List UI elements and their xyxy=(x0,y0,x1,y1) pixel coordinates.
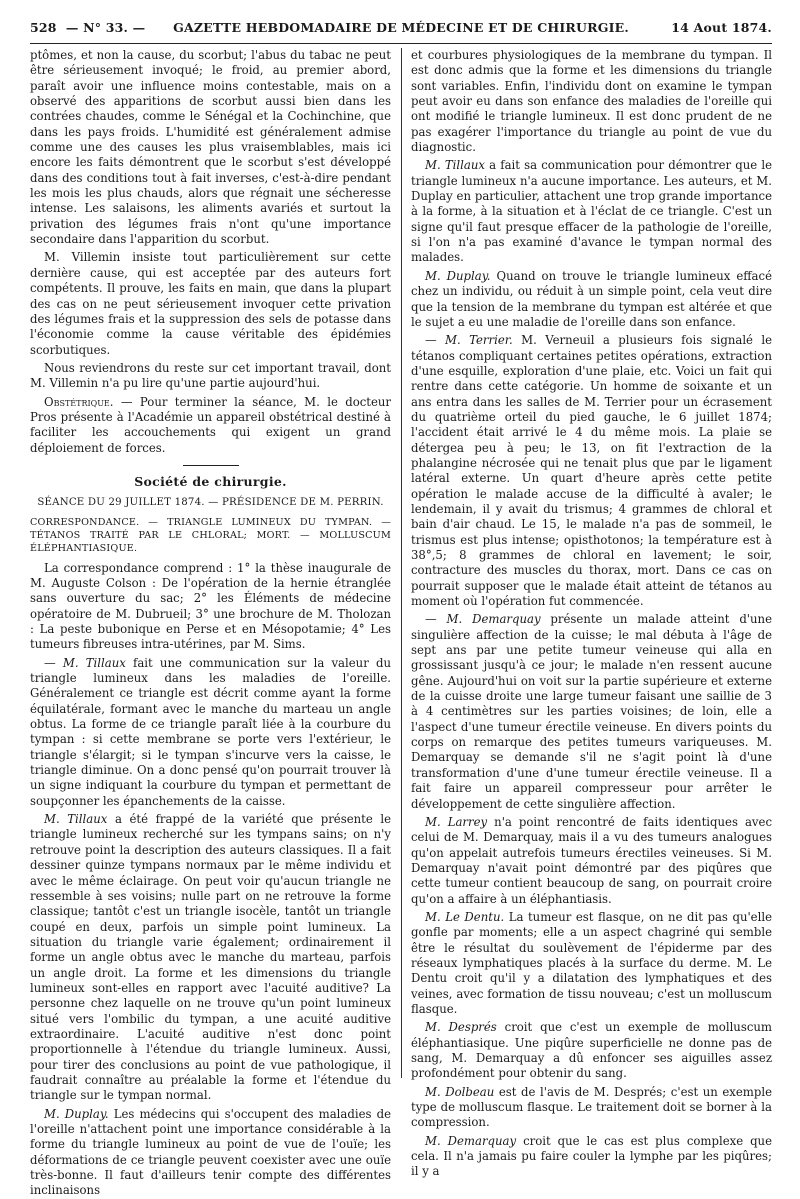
paragraph: M. Duplay. Les médecins qui s'occupent des maladies de l'oreille n'attachent point une importance considérable à la forme du triangle lumineux au point de vue de l'ouïe; les déformations de ce triangle peuvent coexister avec une ouïe très-bonne. Il faut d'ailleurs tenir compte des différentes inclinaisons xyxy=(30,1106,392,1198)
speaker-name: M. Tillaux xyxy=(425,158,485,173)
journal-title: GAZETTE HEBDOMADAIRE DE MÉDECINE ET DE CHIRURGIE. xyxy=(173,20,629,35)
paragraph: — M. Tillaux fait une communication sur la valeur du triangle lumineux dans les maladies de l'oreille. Généralement ce triangle est décrit comme ayant la forme équilatérale, formant avec le manche du marteau un angle obtus. La forme de ce triangle paraît liée à la courbure du tympan : si cette membrane se porte vers l'extérieur, le triangle s'élargit; si le tympan s'incurve vers la caisse, le triangle diminue. On a donc pensé qu'on pourrait trouver là un signe indiquant la courbure du tympan et permettant de soupçonner les épanchements de la caisse. xyxy=(30,655,391,808)
paragraph: Obstétrique. — Pour terminer la séance, M. le docteur Pros présente à l'Académie un appareil obstétrical destiné à faciliter les accouchements qui exigent un grand déploiement de forces. xyxy=(30,394,391,455)
issue-date: 14 Aout 1874. xyxy=(671,20,772,35)
column-divider xyxy=(401,48,402,1078)
paragraph: M. Larrey n'a point rencontré de faits identiques avec celui de M. Demarquay, mais il a vu des tumeurs analogues qu'on appelait autrefois tumeurs érectiles veineuses. Si M. Demarquay n'avait point démontré par des piqûres que cette tumeur contient beaucoup de sang, on pourrait croire qu'on a affaire à un éléphantiasis. xyxy=(411,814,773,906)
paragraph: et courbures physiologiques de la membrane du tympan. Il est donc admis que la forme et les dimensions du triangle sont variables. Enfin, l'individu dont on examine le tympan peut avoir eu dans son enfance des maladies de l'oreille qui ont modifié le triangle lumineux. Il est donc prudent de ne pas exagérer l'importance du triangle au point de vue du diagnostic. xyxy=(411,48,772,155)
speaker-name: M. Duplay. xyxy=(44,1106,109,1121)
paragraph: M. Le Dentu. La tumeur est flasque, on ne dit pas qu'elle gonfle par moments; elle a un aspect chagriné qui semble être le résultat du soulèvement de l'épiderme par des réseaux lymphatiques placés à la surface du derme. M. Le Dentu croit qu'il y a dilatation des lymphatiques et des veines, avec formation de tissu nouveau; c'est un molluscum flasque. xyxy=(411,909,772,1016)
paragraph: — M. Terrier. M. Verneuil a plusieurs fois signalé le tétanos compliquant certaines petites opérations, extraction d'une esquille, exploration d'une plaie, etc. Voici un fait qui rentre dans cette catégorie. Un homme de soixante et un ans entra dans les salles de M. Terrier pour un écrasement du quatrième orteil du pied gauche, le 6 juillet 1874; l'accident était arrivé le 4 du même mois. La plaie se détergea peu à peu; le 13, on fit l'extraction de la phalangine nécrosée qui ne tenait plus que par le ligament latéral externe. Un quart d'heure après cette petite opération le malade accuse de la difficulté à avaler; le lendemain, il y avait du trismus; 4 grammes de chloral et bain d'air chaud. Le 15, le malade n'a pas de sommeil, le trismus est plus intense; opisthotonos; la température est à 38°,5; 8 grammes de chloral en lavement; le soir, contracture des muscles du thorax, mort. Dans ce cas on pourrait supposer que le malade était atteint de tétanos au moment où l'opération fut commencée. xyxy=(411,333,773,609)
section-label: Obstétrique. xyxy=(44,394,114,409)
header-rule xyxy=(30,43,772,44)
section-heading: Société de chirurgie. xyxy=(134,473,287,489)
speaker-name: — M. Terrier. xyxy=(425,333,513,348)
speaker-name: M. Dolbeau xyxy=(425,1084,495,1099)
speaker-name: — M. Demarquay xyxy=(425,612,541,627)
paragraph: M. Dolbeau est de l'avis de M. Després; c'est un exemple type de molluscum flasque. Le traitement doit se borner à la compression. xyxy=(411,1084,773,1130)
paragraph: Nous reviendrons du reste sur cet important travail, dont M. Villemin n'a pu lire qu'une partie aujourd'hui. xyxy=(30,360,391,391)
paragraph: M. Villemin insiste tout particulièrement sur cette dernière cause, qui est acceptée par des auteurs fort compétents. Il prouve, les faits en main, que dans la plupart des cas on ne peut sérieusement invoquer cette privation des légumes frais et la suppression des sels de potasse dans l'économie comme la cause véritable des épidémies scorbutiques. xyxy=(30,250,391,357)
speaker-name: M. Després xyxy=(425,1020,497,1035)
session-line: SÉANCE DU 29 JUILLET 1874. — PRÉSIDENCE DE M. PERRIN. xyxy=(37,497,384,509)
paragraph: M. Tillaux a fait sa communication pour démontrer que le triangle lumineux n'a aucune importance. Les auteurs, et M. Duplay en particulier, attachent une trop grande importance à la forme, à la situation et à l'éclat de ce triangle. C'est un signe qu'il faut presque effacer de la pathologie de l'oreille, si l'on n'a pas examiné d'avance le tympan normal des malades. xyxy=(411,158,773,265)
paragraph: M. Duplay. Quand on trouve le triangle lumineux effacé chez un individu, ou réduit à un simple point, cela veut dire que la tension de la membrane du tympan est altérée et que le sujet a eu une maladie de l'oreille dans son enfance. xyxy=(411,268,772,329)
section-divider xyxy=(183,465,239,466)
left-column xyxy=(30,48,392,1198)
paragraph: — M. Demarquay présente un malade atteint d'une singulière affection de la cuisse; le mal débuta à l'âge de sept ans par une petite tumeur veineuse qui alla en grossissant jusqu'à ce jour; le malade n'en ressent aucune gêne. Aujourd'hui on voit sur la partie supérieure et externe de la cuisse droite une large tumeur faisant une saillie de 3 à 4 centimètres sur les parties voisines; de loin, elle a l'aspect d'une tumeur érectile veineuse. En divers points du corps on remarque des petites tumeurs variqueuses. M. Demarquay se demande s'il ne s'agit point là d'une transformation d'une d'une tumeur érectile veineuse. Il a fait faire un appareil compresseur pour arrêter le développement de cette singulière affection. xyxy=(411,612,772,811)
paragraph: La correspondance comprend : 1° la thèse inaugurale de M. Auguste Colson : De l'opération de la hernie étranglée sans ouverture du sac; 2° les Éléments de médecine opératoire de M. Dubrueil; 3° une brochure de M. Tholozan : La peste bubonique en Perse et en Mésopotamie; 4° Les tumeurs fibreuses intra-utérines, par M. Sims. xyxy=(30,560,391,652)
speaker-name: M. Le Dentu. xyxy=(425,909,505,924)
speaker-name: M. Duplay. xyxy=(425,268,491,283)
speaker-name: M. Larrey xyxy=(425,814,488,829)
speaker-name: — M. Tillaux xyxy=(44,655,126,670)
right-column xyxy=(411,48,773,1179)
newspaper-page xyxy=(30,0,773,1198)
contents-summary: CORRESPONDANCE. — TRIANGLE LUMINEUX DU TYMPAN. — TÉTANOS TRAITÉ PAR LE CHLORAL; MORT. — MOLLUSCUM ÉLÉPHANTIASIQUE. xyxy=(30,516,391,554)
speaker-name: M. Tillaux xyxy=(44,812,108,827)
speaker-name: M. Demarquay xyxy=(425,1133,517,1148)
page-header xyxy=(30,20,772,40)
paragraph: ptômes, et non la cause, du scorbut; l'abus du tabac ne peut être sérieusement invoqué; le froid, au premier abord, paraît avoir une influence moins contestable, mais on a observé des apparitions de scorbut aussi bien dans les contrées chaudes, comme le Sénégal et la Cochinchine, que dans les pays froids. L'humidité est généralement admise comme une des causes les plus vraisemblables, mais ici encore les faits démontrent que le scorbut s'est développé dans des conditions tout à fait inverses, c'est-à-dire pendant les mois les plus chauds, alors que régnait une sécheresse intense. Les salaisons, les aliments avariés et surtout la privation des légumes frais n'ont qu'une importance secondaire dans l'apparition du scorbut. xyxy=(30,48,391,247)
paragraph: M. Tillaux a été frappé de la variété que présente le triangle lumineux recherché sur les tympans sains; on n'y retrouve point la description des auteurs classiques. Il a fait dessiner quinze tympans normaux par le même individu et avec le même éclairage. On peut voir qu'aucun triangle ne ressemble à ses voisins; nulle part on ne retrouve la forme classique; tantôt c'est un triangle isocèle, tantôt un triangle coupé en deux, parfois un simple point lumineux. La situation du triangle varie également; ordinairement il forme un angle obtus avec le manche du marteau, parfois un angle droit. La forme et les dimensions du triangle lumineux sont-elles en rapport avec l'acuité auditive? La personne chez laquelle on ne trouve qu'un point lumineux situé vers l'ombilic du tympan, a une acuité auditive extraordinaire. L'acuité auditive n'est donc point proportionnelle à l'étendue du triangle lumineux. Aussi, pour tirer des conclusions au point de vue pathologique, il faudrait connaître au préalable la forme et l'étendue du triangle sur le tympan normal. xyxy=(30,812,391,1103)
page-number-issue: 528 — N° 33. — xyxy=(30,20,146,35)
paragraph: M. Després croit que c'est un exemple de molluscum éléphantiasique. Une piqûre superficielle ne donne pas de sang, M. Demarquay a dû enfoncer ses aiguilles assez profondément pour obtenir du sang. xyxy=(411,1020,772,1081)
paragraph: M. Demarquay croit que le cas est plus complexe que cela. Il n'a jamais pu faire couler la lymphe par les piqûres; il y a xyxy=(411,1133,772,1179)
